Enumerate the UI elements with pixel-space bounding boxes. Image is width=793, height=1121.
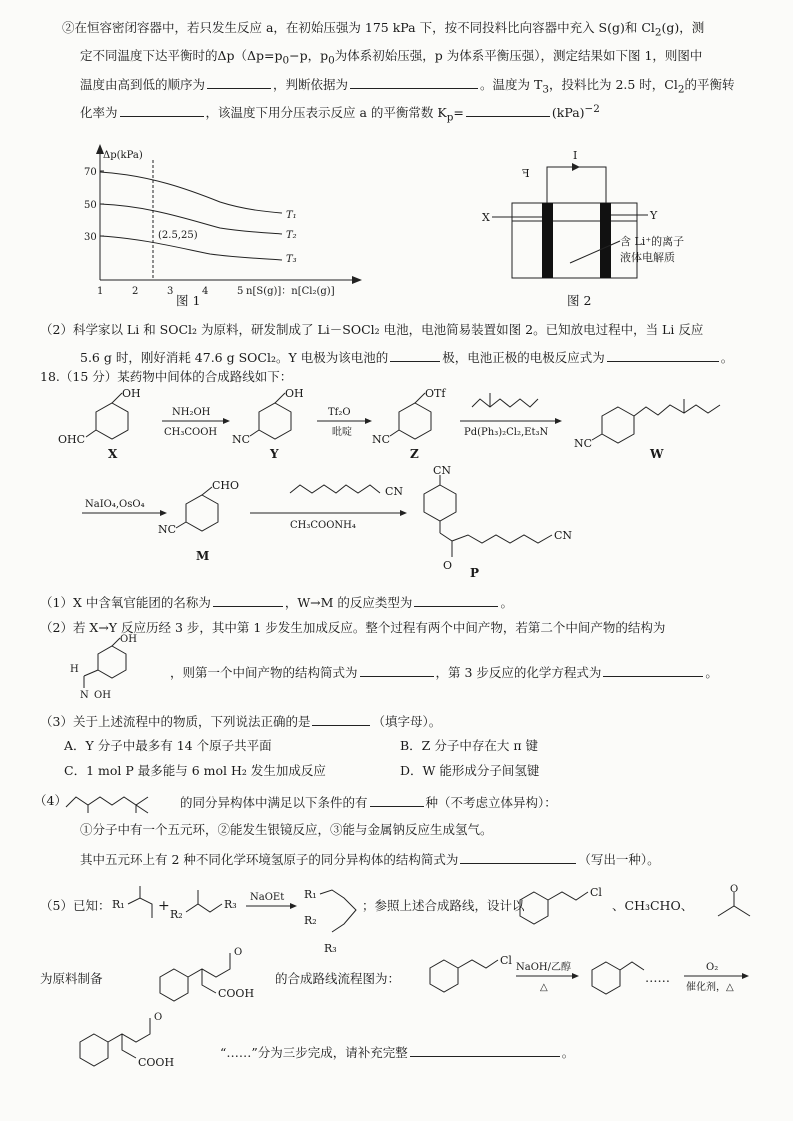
route-arrow-elimination xyxy=(512,958,582,998)
compound-label-m: M xyxy=(196,549,210,563)
answer-blank[interactable] xyxy=(312,714,370,726)
fig1-ytick: 70 xyxy=(84,167,97,178)
answer-blank[interactable] xyxy=(207,77,271,89)
fig2-note-1: 含 Li⁺的离子 xyxy=(620,235,685,248)
q18-part5-reagents: 、CH₃CHO、 xyxy=(612,898,694,913)
fig2-y-label: Y xyxy=(650,209,658,222)
group-label: OHC xyxy=(58,433,86,446)
group-label: O xyxy=(154,1012,163,1023)
route-phenylethyl-chloride xyxy=(420,948,520,998)
answer-blank[interactable] xyxy=(120,105,204,117)
q18-heading: 18.（15 分）某药物中间体的合成路线如下： xyxy=(40,369,293,384)
q18-part2-line2: ，则第一个中间产物的结构简式为 ，第 3 步反应的化学方程式为 。 xyxy=(170,665,718,680)
group-label: CHO xyxy=(212,479,240,492)
reagent: O₂ xyxy=(706,962,719,973)
group-label: OH xyxy=(122,387,141,400)
group-label: R₂ xyxy=(170,908,183,921)
tbutyl-acrylate-structure xyxy=(62,785,182,815)
answer-blank[interactable] xyxy=(390,350,440,362)
answer-blank[interactable] xyxy=(460,852,576,864)
figure-2-battery xyxy=(470,145,680,285)
answer-blank[interactable] xyxy=(607,350,719,362)
group-label: O xyxy=(730,884,739,895)
fig1-ytick: 30 xyxy=(84,232,97,243)
option-d: D．W 能形成分子间氢键 xyxy=(400,763,540,778)
target-product-structure xyxy=(150,945,270,1015)
route-final-product xyxy=(60,1010,190,1080)
answer-blank[interactable] xyxy=(603,665,703,677)
option-b: B．Z 分子中存在大 π 键 xyxy=(400,738,539,753)
group-label: CN xyxy=(554,529,573,542)
fig1-point-label: (2.5,25) xyxy=(158,230,198,241)
reagent: NH₂OH xyxy=(172,407,211,418)
group-label: OH xyxy=(285,387,304,400)
reagent: Pd(Ph₃)₂Cl₂,Et₃N xyxy=(464,427,549,438)
electrode-x xyxy=(542,203,553,278)
group-label: COOH xyxy=(218,987,255,1000)
reagent: NaIO₄,OsO₄ xyxy=(85,499,145,510)
compound-label-z: Z xyxy=(410,447,419,461)
group-label: Cl xyxy=(500,954,512,967)
q18-part4-number: （4） xyxy=(34,793,67,808)
q18-part5-line1: ；参照上述合成路线，设计以 xyxy=(362,898,525,913)
answer-blank[interactable] xyxy=(360,665,434,677)
group-label: NC xyxy=(232,433,251,446)
synthesis-route-row2 xyxy=(40,465,660,585)
fig1-xtick: 3 xyxy=(167,286,174,297)
reagent: NaOH/乙醇 xyxy=(516,962,571,973)
group-label: OH xyxy=(94,690,111,701)
fig1-curve-T1 xyxy=(100,172,282,213)
q17-line1: ②在恒容密闭容器中，若只发生反应 a，在初始压强为 175 kPa 下，按不同投料比向容器中充入 S(g)和 $Cl_2(g)$，测 xyxy=(62,20,705,39)
group-label: O xyxy=(234,947,243,958)
route-ellipsis: …… xyxy=(645,970,670,985)
q18-part5-final: “……”分为三步完成，请补充完整 。 xyxy=(220,1045,575,1060)
group-label: OTf xyxy=(425,387,446,400)
compound-label-p: P xyxy=(470,566,480,580)
fig1-series-label: T₁ xyxy=(286,210,297,221)
reagent: CH₃COOH xyxy=(164,427,218,438)
answer-blank[interactable] xyxy=(466,105,550,117)
fig1-series-label: T₃ xyxy=(286,254,297,265)
fig2-current-label: I xyxy=(573,149,578,162)
reagent: CH₃COONH₄ xyxy=(290,520,356,531)
reagent: Tf₂O xyxy=(328,407,351,418)
group-label: O xyxy=(443,559,453,572)
acetone-structure xyxy=(712,884,762,924)
fig1-series-label: T₂ xyxy=(286,230,297,241)
fig1-ytick: 50 xyxy=(84,200,97,211)
electrode-y xyxy=(600,203,611,278)
group-label: NC xyxy=(574,437,593,450)
reagent: 催化剂，△ xyxy=(686,982,734,993)
reagent: NaOEt xyxy=(250,892,285,903)
fig1-caption: 图 1 xyxy=(176,293,201,308)
group-label: CN xyxy=(385,485,404,498)
answer-blank[interactable] xyxy=(414,595,498,607)
q17-line4: 化率为 ，该温度下用分压表示反应 a 的平衡常数 $K_p= (kPa)^{-2}$ xyxy=(80,103,600,124)
answer-blank[interactable] xyxy=(410,1045,560,1057)
fig1-xtick: 5 xyxy=(237,286,244,297)
q17-part2-line1: （2）科学家以 Li 和 SOCl₂ 为原料，研发制成了 Li－SOCl₂ 电池，电池简易装置如图 2。已知放电过程中，当 Li 反应 xyxy=(40,322,704,337)
q18-part4-line3: 其中五元环上有 2 种不同化学环境氢原子的同分异构体的结构简式为 （写出一种）。 xyxy=(80,852,660,867)
group-label: R₁ xyxy=(112,898,125,911)
option-a: A．Y 分子中最多有 14 个原子共平面 xyxy=(64,738,272,753)
fig1-xtick: 2 xyxy=(132,286,139,297)
q18-part3: （3）关于上述流程中的物质，下列说法正确的是 （填字母）。 xyxy=(40,714,442,729)
fig2-note-2: 液体电解质 xyxy=(620,251,675,264)
q18-part4-line2: ①分子中有一个五元环，②能发生银镜反应，③能与金属钠反应生成氢气。 xyxy=(80,822,493,837)
group-label: OH xyxy=(120,634,137,645)
group-label: Cl xyxy=(590,886,602,899)
synthesis-route-row1 xyxy=(40,385,770,465)
compound-label-w: W xyxy=(650,447,664,461)
group-label: NC xyxy=(372,433,391,446)
q18-part1: （1）X 中含氧官能团的名称为 ，W→M 的反应类型为 。 xyxy=(40,595,513,610)
q18-part2-line1: （2）若 X→Y 反应历经 3 步，其中第 1 步发生加成反应。整个过程有两个中间产物，若第二个中间产物的结构为 xyxy=(40,620,666,635)
q18-part5-line2: 为原料制备 xyxy=(40,971,103,986)
group-label: CN xyxy=(433,464,452,477)
group-label: R₃ xyxy=(324,942,337,955)
q17-part2-line2: 5.6 g 时，刚好消耗 47.6 g SOCl₂。Y 电极为该电池的 极，电池正极的电极反应式为 。 xyxy=(80,350,734,365)
oxime-intermediate-structure xyxy=(60,632,160,702)
group-label: R₃ xyxy=(224,898,237,911)
answer-blank[interactable] xyxy=(350,77,478,89)
fig1-xtick: 4 xyxy=(202,286,209,297)
route-styrene xyxy=(582,950,652,1000)
group-label: H xyxy=(70,664,79,675)
q18-part4-line1: 的同分异构体中满足以下条件的有 种（不考虑立体异构）： xyxy=(180,795,557,810)
q18-part5-start: （5）已知： xyxy=(40,898,111,913)
compound-label-y: Y xyxy=(270,447,279,461)
answer-blank[interactable] xyxy=(213,595,283,607)
compound-label-x: X xyxy=(108,447,118,461)
fig2-x-label: X xyxy=(482,211,490,224)
q17-line3: 温度由高到低的顺序为 ，判断依据为 。温度为 $T_3$，投料比为 2.5 时，$Cl_2$的平衡转 xyxy=(80,77,735,96)
fig1-ylabel: Δp(kPa) xyxy=(103,150,143,161)
answer-blank[interactable] xyxy=(370,795,424,807)
group-label: N xyxy=(80,690,89,701)
reagent: 吡啶 xyxy=(332,427,352,438)
option-c: C．1 mol P 最多能与 6 mol H₂ 发生加成反应 xyxy=(64,763,326,778)
group-label: COOH xyxy=(138,1056,175,1069)
fig2-mark: ꟻ xyxy=(522,167,530,180)
group-label: R₁ xyxy=(304,888,317,901)
phenylethyl-chloride-structure xyxy=(510,880,610,930)
fig1-xtick: 1 xyxy=(97,286,104,297)
figure-1-chart xyxy=(70,140,370,310)
group-label: NC xyxy=(158,523,177,536)
q17-line2: 定不同温度下达平衡时的$\Delta p(\Delta p=p_0-p$，$p_0$为体系初始压强，p 为体系平衡压强），测定结果如下图 1，则图中 xyxy=(80,48,703,67)
reaction-plus: + xyxy=(158,898,170,914)
fig1-xlabel: n[S(g)]：n[Cl₂(g)] xyxy=(246,286,335,297)
q18-part5-line2b: 的合成路线流程图为： xyxy=(275,971,401,986)
route-arrow-oxidation xyxy=(680,958,760,998)
reagent: △ xyxy=(540,982,548,993)
group-label: R₂ xyxy=(304,914,317,927)
fig2-caption: 图 2 xyxy=(567,293,592,308)
